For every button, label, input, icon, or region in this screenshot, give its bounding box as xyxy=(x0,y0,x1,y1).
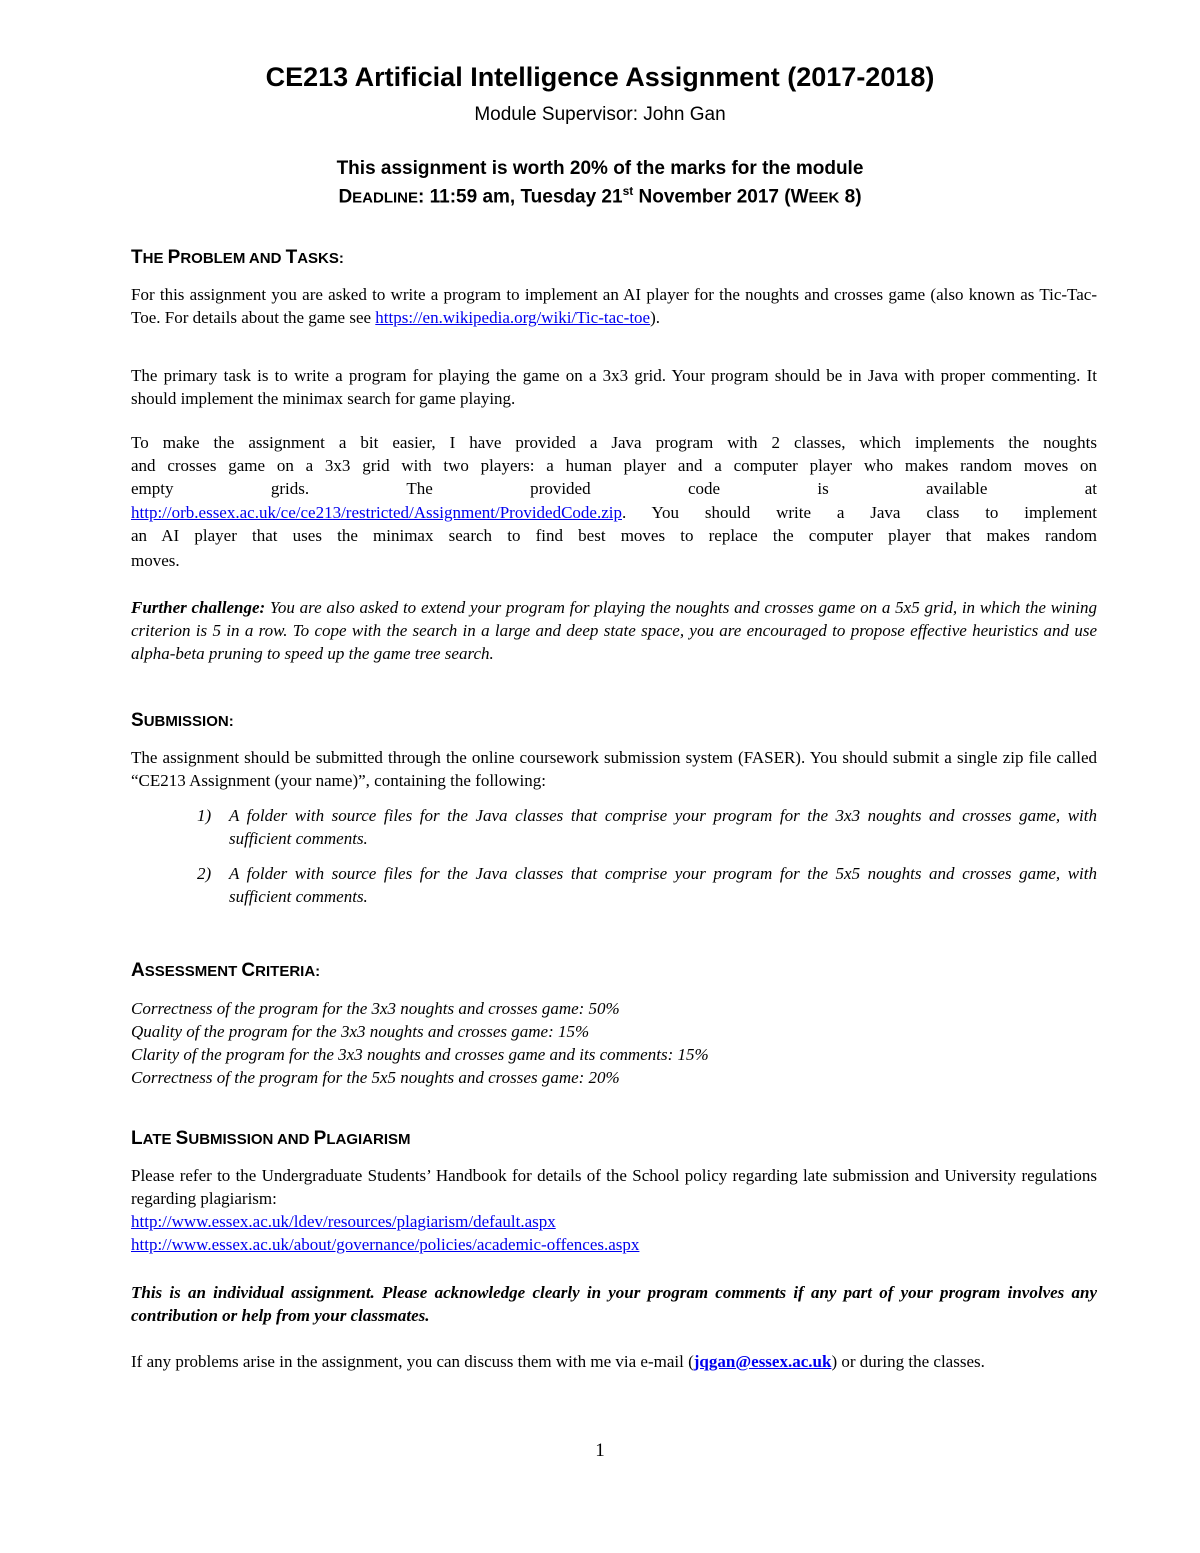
criterion-item: Correctness of the program for the 3x3 noughts and crosses game: 50% xyxy=(131,999,620,1018)
provided-code-line-3: empty grids. The provided code is available at xyxy=(131,479,1097,498)
provided-code-line-5: an AI player that uses the minimax search to find best moves to replace the computer player that makes random xyxy=(131,526,1097,545)
list-item: 1) A folder with source files for the Java classes that comprise your program for the 3x3 noughts and crosses game, with sufficient comments. xyxy=(197,806,1097,848)
individual-assignment-notice: This is an individual assignment. Please acknowledge clearly in your program comments if any part of your program involves any contribution or help from your classmates. xyxy=(131,1283,1097,1325)
submission-paragraph: The assignment should be submitted through the online coursework submission system (FASER). You should submit a single zip file called “CE213 Assignment (your name)”, containing the following: xyxy=(131,748,1097,790)
academic-offences-url-link[interactable]: http://www.essex.ac.uk/about/governance/policies/academic-offences.aspx xyxy=(131,1235,640,1254)
criterion-item: Correctness of the program for the 5x5 noughts and crosses game: 20% xyxy=(131,1068,620,1087)
plagiarism-policy-paragraph: Please refer to the Undergraduate Students’ Handbook for details of the School policy regarding late submission and University regulations regarding plagiarism: xyxy=(131,1166,1097,1208)
wikipedia-link[interactable]: https://en.wikipedia.org/wiki/Tic-tac-toe xyxy=(375,308,651,327)
section-heading-submission: SUBMISSION: xyxy=(131,710,234,731)
criterion-item: Clarity of the program for the 3x3 noughts and crosses game and its comments: 15% xyxy=(131,1045,709,1064)
provided-code-line-4: http://orb.essex.ac.uk/ce/ce213/restricted/Assignment/ProvidedCode.zip. You should write a Java class to implement xyxy=(131,503,1097,522)
section-heading-late-submission: LATE SUBMISSION AND PLAGIARISM xyxy=(131,1128,411,1149)
contact-paragraph: If any problems arise in the assignment, you can discuss them with me via e-mail (jqgan@essex.ac.uk) or during the classes. xyxy=(131,1352,985,1371)
section-heading-problem: THE PROBLEM AND TASKS: xyxy=(131,247,344,268)
provided-code-line-6: moves. xyxy=(131,551,180,570)
section-heading-assessment: ASSESSMENT CRITERIA: xyxy=(131,960,321,981)
primary-task-paragraph: The primary task is to write a program for playing the game on a 3x3 grid. Your program should be in Java with proper commenting. It should implement the minimax search for game playing. xyxy=(131,366,1097,408)
criterion-item: Quality of the program for the 3x3 noughts and crosses game: 15% xyxy=(131,1022,590,1041)
plagiarism-default-link[interactable]: http://www.essex.ac.uk/ldev/resources/plagiarism/default.aspx xyxy=(131,1212,556,1231)
document-title: CE213 Artificial Intelligence Assignment (2017-2018) xyxy=(265,62,935,92)
problem-intro-paragraph: For this assignment you are asked to write a program to implement an AI player for the noughts and crosses game (also known as Tic-Tac-Toe. For details about the game see https://en.wikipedia.org/wiki/Tic-tac-toe). xyxy=(131,285,1097,327)
list-item: 2) A folder with source files for the Java classes that comprise your program for the 5x5 noughts and crosses game, with sufficient comments. xyxy=(197,864,1097,906)
further-challenge-paragraph: Further challenge: You are also asked to extend your program for playing the noughts and crosses game on a 5x5 grid, in which the wining criterion is 5 in a row. To cope with the search in a large and deep state space, you are encouraged to propose effective heuristics and use alpha-beta pruning to speed up the game tree search. xyxy=(131,598,1097,663)
provided-code-line-2: and crosses game on a 3x3 grid with two players: a human player and a computer player who makes random moves on xyxy=(131,456,1097,475)
page-number: 1 xyxy=(595,1440,605,1461)
academic-offences-link xyxy=(131,1233,639,1256)
assignment-weight: This assignment is worth 20% of the marks for the module xyxy=(336,158,864,179)
email-link[interactable]: jqgan@essex.ac.uk xyxy=(693,1352,832,1371)
provided-code-line-1: To make the assignment a bit easier, I have provided a Java program with 2 classes, which implements the noughts xyxy=(131,433,1097,452)
deadline-line: DEADLINE: 11:59 am, Tuesday 21st November 2017 (WEEK 8) xyxy=(338,184,862,208)
provided-code-link[interactable]: http://orb.essex.ac.uk/ce/ce213/restricted/Assignment/ProvidedCode.zip xyxy=(131,503,622,522)
module-supervisor: Module Supervisor: John Gan xyxy=(474,104,726,125)
plagiarism-link xyxy=(131,1210,556,1233)
